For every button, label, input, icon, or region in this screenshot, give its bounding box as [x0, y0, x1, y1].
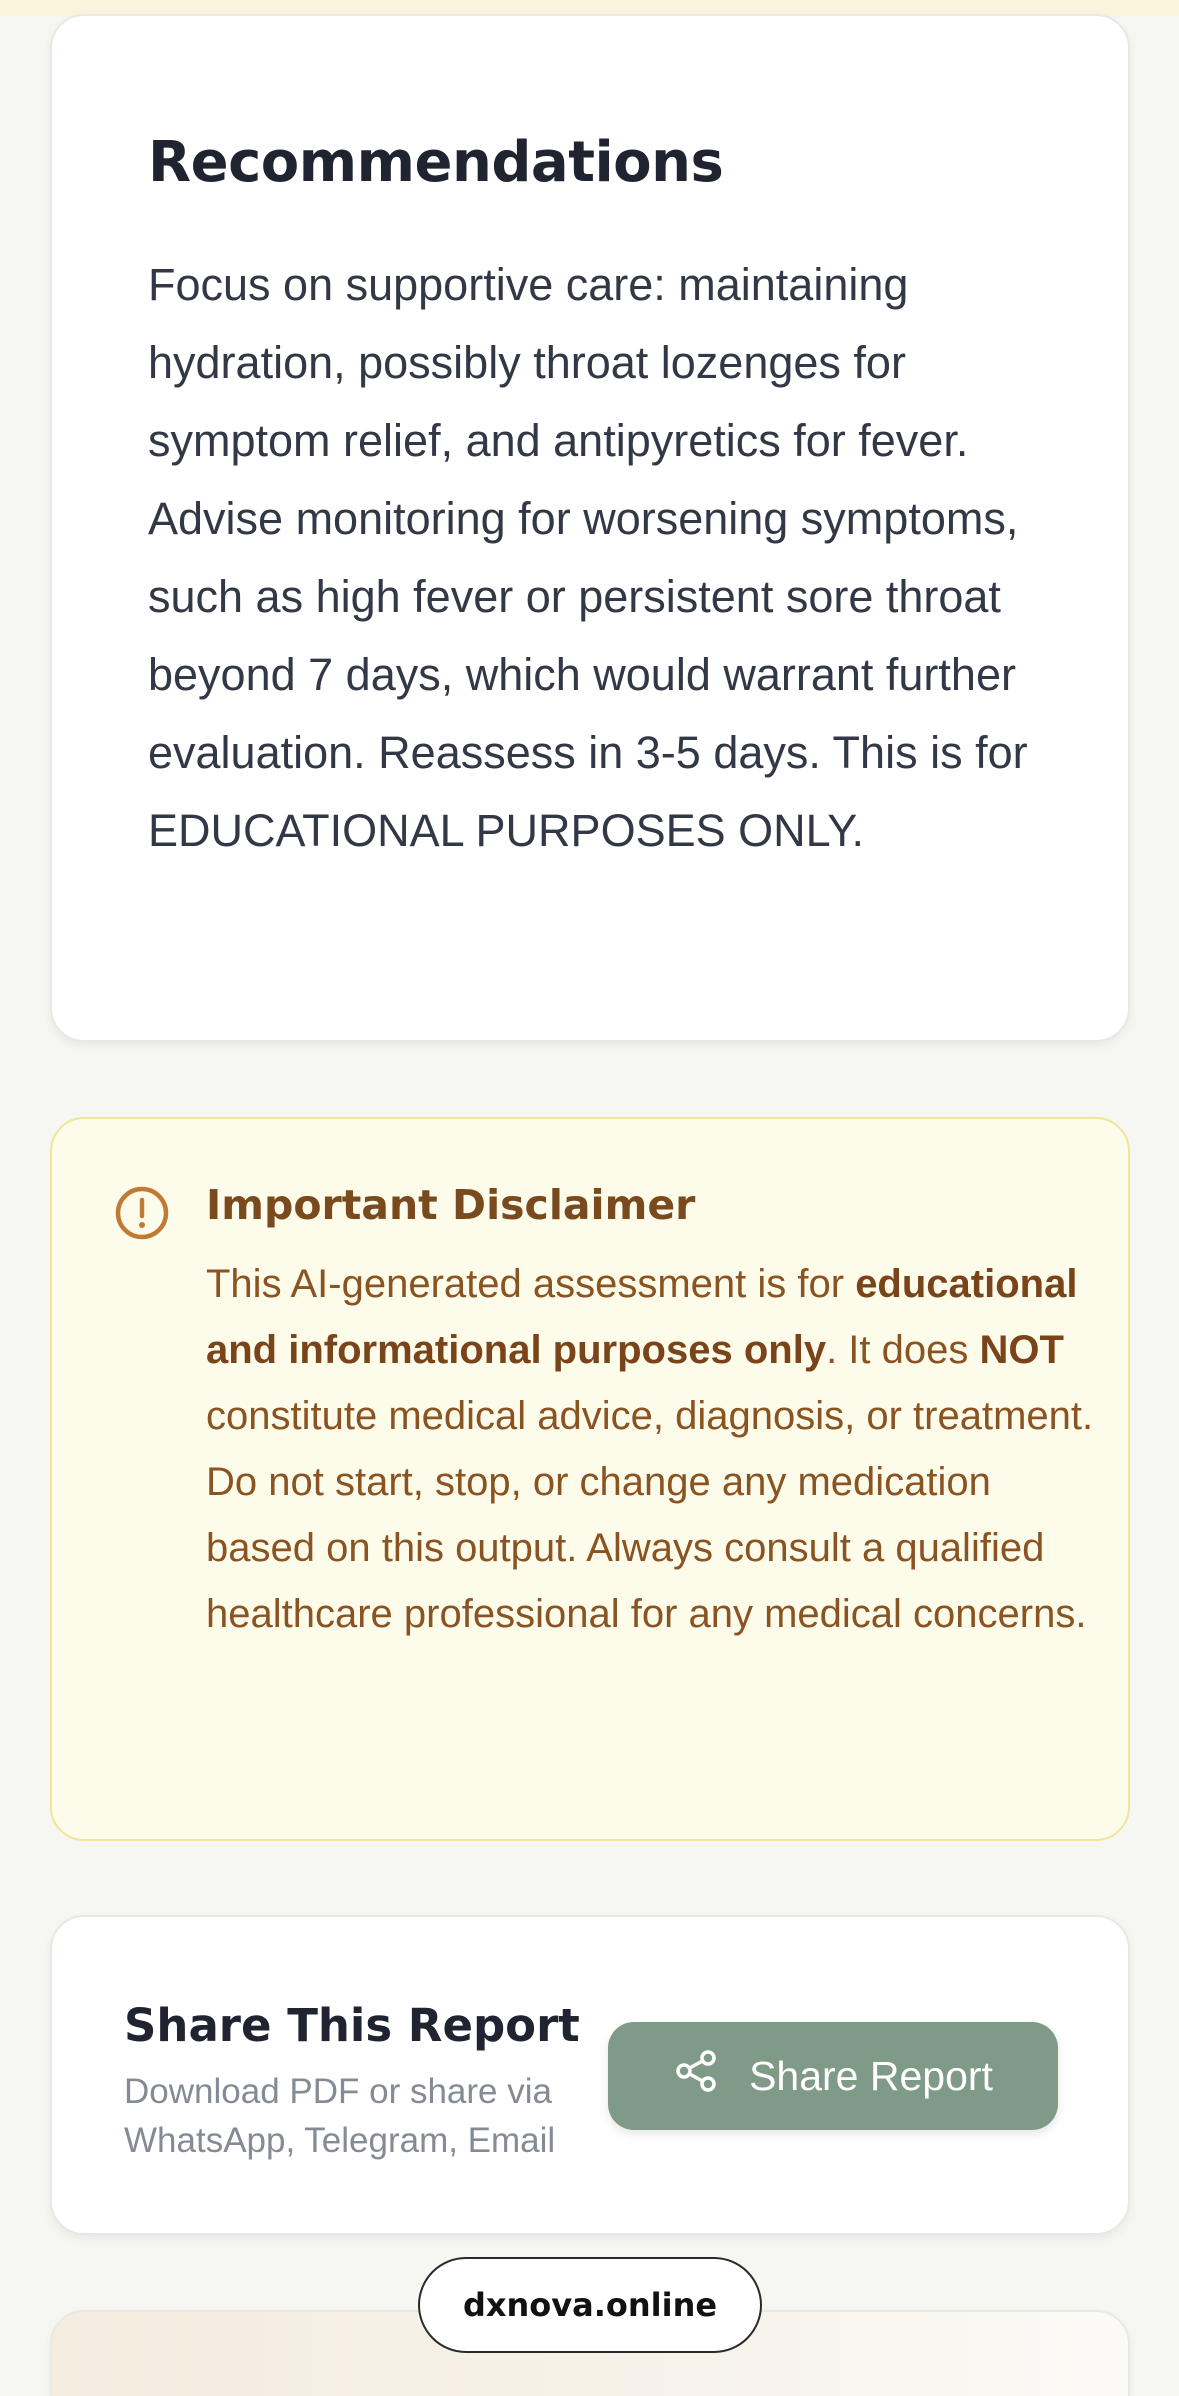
share-title: Share This Report	[124, 1999, 580, 2052]
share-subtitle: Download PDF or share via WhatsApp, Telegram, Email	[124, 2072, 556, 2160]
share-card	[50, 1915, 1130, 2235]
disclaimer-bold-2: NOT	[979, 1328, 1064, 1372]
share-button-label: Share Report	[749, 2052, 993, 2099]
disclaimer-bold-1: educational and informational purposes only	[206, 1262, 1078, 1372]
disclaimer-card	[50, 1117, 1130, 1841]
alert-circle-icon	[114, 1185, 170, 1241]
recommendations-card	[50, 14, 1130, 1042]
disclaimer-text-1: This AI-generated assessment is for	[206, 1262, 856, 1306]
recommendations-body: Focus on supportive care: maintaining hydration, possibly throat lozenges for symptom relief, and antipyretics for fever. Advise monitoring for worsening symptoms, such as high fever or persistent sore throat beyond 7 days, which would warrant further evaluation. Reassess in 3-5 days. This is for EDUCATIONAL PURPOSES ONLY.	[148, 259, 1028, 856]
share-report-button[interactable]	[608, 2022, 1058, 2130]
recommendations-title: Recommendations	[148, 130, 724, 195]
url-bar[interactable]: dxnova.online	[418, 2257, 762, 2353]
disclaimer-text-3: constitute medical advice, diagnosis, or treatment. Do not start, stop, or change any medication based on this output. Always consult a qualified healthcare professional for any medical concerns.	[206, 1394, 1094, 1636]
share-icon	[673, 2048, 719, 2104]
disclaimer-body	[206, 1251, 1106, 1647]
disclaimer-title: Important Disclaimer	[206, 1181, 696, 1229]
disclaimer-text-2: . It does	[826, 1328, 980, 1372]
